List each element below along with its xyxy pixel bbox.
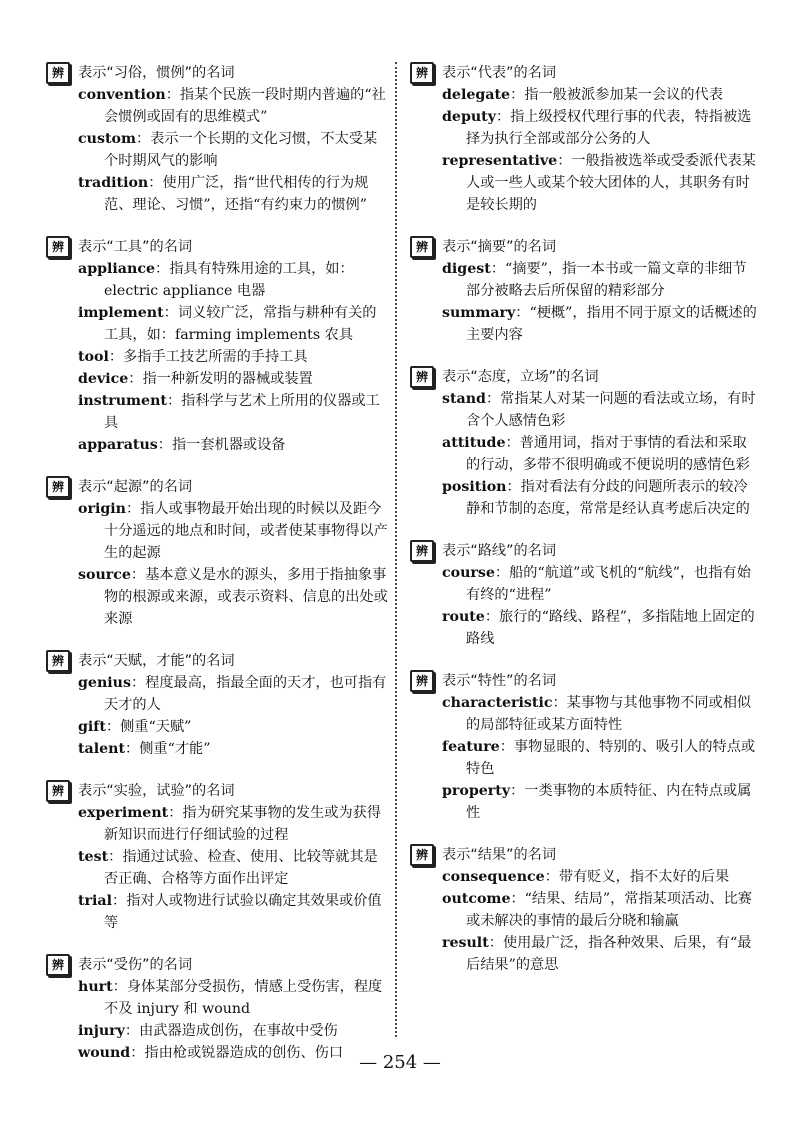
vocab-entry	[410, 106, 760, 150]
entry-word: delegate	[442, 87, 511, 103]
entry-definition: ：指一般被派参加某一会议的代表	[510, 87, 723, 103]
entry-word: tradition	[78, 175, 149, 191]
entry-definition: ：侧重“才能”	[125, 741, 211, 757]
vocab-entry	[46, 390, 388, 434]
entry-definition: ：指对看法有分歧的问题所表示的较冷静和节制的态度，常常是经认真考虑后决定的	[466, 479, 750, 517]
bian-badge-icon: 辨	[410, 62, 434, 84]
vocab-entry	[46, 258, 388, 302]
vocab-section	[410, 236, 760, 346]
vocab-entry	[46, 128, 388, 172]
entry-word: test	[78, 849, 109, 865]
vocab-section	[46, 62, 388, 216]
vocab-section	[410, 540, 760, 650]
bian-badge-icon: 辨	[46, 780, 70, 802]
vocab-entry	[46, 346, 388, 368]
entry-definition: ：指通过试验、检查、使用、比较等就其是否正确、合格等方面作出评定	[104, 849, 378, 887]
bian-badge-icon: 辨	[46, 62, 70, 84]
section-title: 表示“态度，立场”的名词	[442, 369, 599, 385]
vocab-entry	[410, 150, 760, 216]
section-heading	[46, 476, 388, 498]
section-heading	[46, 650, 388, 672]
entry-word: feature	[442, 739, 500, 755]
entry-word: custom	[78, 131, 136, 147]
vocab-section	[46, 954, 388, 1064]
entry-definition: ：“梗概”，指用不同于原文的话概述的主要内容	[466, 305, 757, 343]
entry-definition: ：指科学与艺术上所用的仪器或工具	[104, 393, 380, 431]
entry-definition: ：程度最高，指最全面的天才，也可指有天才的人	[104, 675, 387, 713]
entry-definition: ：带有贬义，指不太好的后果	[544, 869, 730, 885]
vocab-section	[410, 366, 760, 520]
section-heading	[410, 670, 760, 692]
page-number: — 254 —	[359, 1052, 441, 1073]
entry-definition: ：指上级授权代理行事的代表，特指被选择为执行全部或部分公务的人	[466, 109, 752, 147]
entry-definition: ：基本意义是水的源头，多用于指抽象事物的根源或来源，或表示资料、信息的出处或来源	[104, 567, 388, 627]
bian-badge-icon: 辨	[410, 366, 434, 388]
section-title: 表示“天赋，才能”的名词	[78, 653, 235, 669]
entry-word: wound	[78, 1045, 131, 1061]
vocab-entry	[410, 692, 760, 736]
entry-word: genius	[78, 675, 131, 691]
entry-definition: ：“结果、结局”，常指某项活动、比赛或未解决的事情的最后分晓和输赢	[466, 891, 752, 929]
entry-definition: ：指一套机器或设备	[157, 437, 286, 453]
entry-word: representative	[442, 153, 558, 169]
section-heading	[46, 236, 388, 258]
entry-definition: ：身体某部分受损伤，情感上受伤害，程度不及 injury 和 wound	[104, 979, 383, 1017]
entry-word: stand	[442, 391, 486, 407]
entry-word: talent	[78, 741, 126, 757]
section-title: 表示“路线”的名词	[442, 543, 557, 559]
section-heading	[410, 236, 760, 258]
bian-badge-icon: 辨	[410, 670, 434, 692]
column-divider	[395, 62, 397, 1037]
section-title: 表示“习俗，惯例”的名词	[78, 65, 235, 81]
vocab-entry	[46, 302, 388, 346]
vocab-entry	[46, 434, 388, 456]
bian-badge-icon: 辨	[46, 650, 70, 672]
entry-definition: ：词义较广泛，常指与耕种有关的工具，如：farming implements 农具	[104, 305, 377, 343]
vocab-entry	[410, 476, 760, 520]
entry-definition: ：指某个民族一段时期内普遍的“社会惯例或固有的思维模式”	[104, 87, 386, 125]
vocab-entry	[46, 846, 388, 890]
section-heading	[410, 540, 760, 562]
vocab-section	[46, 236, 388, 456]
entry-definition: ：旅行的“路线、路程”，多指陆地上固定的路线	[466, 609, 755, 647]
vocab-entry	[46, 172, 388, 216]
bian-badge-icon: 辨	[46, 476, 70, 498]
vocab-section	[46, 780, 388, 934]
vocab-entry	[410, 780, 760, 824]
bian-badge-icon: 辨	[410, 844, 434, 866]
entry-word: implement	[78, 305, 164, 321]
bian-badge-icon: 辨	[46, 236, 70, 258]
entry-word: result	[442, 935, 489, 951]
entry-definition: ：指具有特殊用途的工具，如：electric appliance 电器	[104, 261, 354, 299]
vocab-section	[410, 844, 760, 976]
vocab-entry	[410, 562, 760, 606]
entry-definition: ：指为研究某事物的发生或为获得新知识而进行仔细试验的过程	[104, 805, 382, 843]
vocab-entry	[410, 258, 760, 302]
vocab-entry	[410, 388, 760, 432]
section-heading	[46, 780, 388, 802]
vocab-entry	[46, 368, 388, 390]
entry-word: attitude	[442, 435, 506, 451]
vocab-entry	[46, 498, 388, 564]
section-title: 表示“代表”的名词	[442, 65, 557, 81]
entry-definition: ：船的“航道”或飞机的“航线”，也指有始有终的“进程”	[466, 565, 751, 603]
vocab-entry	[410, 932, 760, 976]
entry-word: trial	[78, 893, 113, 909]
bian-badge-icon: 辨	[410, 540, 434, 562]
entry-definition: ：一类事物的本质特征、内在特点或属性	[466, 783, 752, 821]
vocab-entry	[410, 432, 760, 476]
vocab-entry	[46, 672, 388, 716]
vocab-entry	[46, 738, 388, 760]
right-column	[410, 62, 760, 996]
vocab-entry	[410, 606, 760, 650]
entry-definition: ：使用最广泛，指各种效果、后果，有“最后结果”的意思	[466, 935, 752, 973]
vocab-entry	[46, 84, 388, 128]
section-heading	[410, 62, 760, 84]
entry-word: characteristic	[442, 695, 553, 711]
section-title: 表示“受伤”的名词	[78, 957, 193, 973]
section-title: 表示“摘要”的名词	[442, 239, 557, 255]
entry-definition: ：由武器造成创伤，在事故中受伤	[124, 1023, 338, 1039]
entry-definition: ：指一种新发明的器械或装置	[128, 371, 313, 387]
section-heading	[46, 954, 388, 976]
entry-definition: ：某事物与其他事物不同或相似的局部特征或某方面特性	[466, 695, 752, 733]
vocab-entry	[410, 302, 760, 346]
vocab-entry	[410, 736, 760, 780]
entry-word: course	[442, 565, 495, 581]
entry-definition: ：多指手工技艺所需的手持工具	[108, 349, 308, 365]
vocab-entry	[46, 716, 388, 738]
entry-word: appliance	[78, 261, 155, 277]
entry-word: hurt	[78, 979, 113, 995]
vocab-section	[46, 476, 388, 630]
bian-badge-icon: 辨	[410, 236, 434, 258]
entry-definition: ：侧重“天赋”	[105, 719, 192, 735]
entry-definition: ：指人或事物最开始出现的时候以及距今十分遥远的地点和时间，或者使某事物得以产生的起源	[104, 501, 388, 561]
vocab-entry	[46, 564, 388, 630]
left-column	[46, 62, 388, 1084]
section-title: 表示“结果”的名词	[442, 847, 557, 863]
entry-word: gift	[78, 719, 106, 735]
entry-word: consequence	[442, 869, 545, 885]
entry-word: source	[78, 567, 131, 583]
entry-word: position	[442, 479, 507, 495]
section-heading	[410, 366, 760, 388]
section-title: 表示“起源”的名词	[78, 479, 193, 495]
vocab-entry	[46, 1020, 388, 1042]
entry-word: digest	[442, 261, 491, 277]
entry-word: tool	[78, 349, 109, 365]
section-title: 表示“特性”的名词	[442, 673, 557, 689]
vocab-entry	[410, 866, 760, 888]
entry-word: property	[442, 783, 511, 799]
vocab-entry	[46, 802, 388, 846]
entry-word: summary	[442, 305, 516, 321]
vocab-entry	[46, 890, 388, 934]
bian-badge-icon: 辨	[46, 954, 70, 976]
entry-word: injury	[78, 1023, 125, 1039]
vocab-entry	[410, 84, 760, 106]
entry-word: experiment	[78, 805, 169, 821]
entry-definition: ：表示一个长期的文化习惯，不太受某个时期风气的影响	[104, 131, 378, 169]
entry-definition: ：指由枪或锐器造成的创伤、伤口	[130, 1045, 344, 1061]
entry-word: device	[78, 371, 129, 387]
vocab-section	[410, 670, 760, 824]
vocab-section	[410, 62, 760, 216]
entry-word: apparatus	[78, 437, 158, 453]
vocab-entry	[46, 976, 388, 1020]
entry-word: origin	[78, 501, 126, 517]
entry-word: outcome	[442, 891, 511, 907]
section-title: 表示“工具”的名词	[78, 239, 193, 255]
entry-definition: ：“摘要”，指一本书或一篇文章的非细节部分被略去后所保留的精彩部分	[466, 261, 747, 299]
section-title: 表示“实验，试验”的名词	[78, 783, 235, 799]
entry-word: route	[442, 609, 485, 625]
entry-definition: ：指对人或物进行试验以确定其效果或价值等	[104, 893, 382, 931]
vocab-entry	[410, 888, 760, 932]
entry-word: convention	[78, 87, 166, 103]
entry-word: instrument	[78, 393, 167, 409]
section-heading	[46, 62, 388, 84]
entry-word: deputy	[442, 109, 496, 125]
entry-definition: ：普通用词，指对于事情的看法和采取的行动，多带不很明确或不便说明的感情色彩	[466, 435, 750, 473]
entry-definition: ：一般指被选举或受委派代表某人或一些人或某个较大团体的人，其职务有时是较长期的	[466, 153, 756, 213]
entry-definition: ：事物显眼的、特别的、吸引人的特点或特色	[466, 739, 756, 777]
entry-definition: ：常指某人对某一问题的看法或立场，有时含个人感情色彩	[466, 391, 756, 429]
vocab-section	[46, 650, 388, 760]
entry-definition: ：使用广泛，指“世代相传的行为规范、理论、习惯”，还指“有约束力的惯例”	[104, 175, 369, 213]
section-heading	[410, 844, 760, 866]
